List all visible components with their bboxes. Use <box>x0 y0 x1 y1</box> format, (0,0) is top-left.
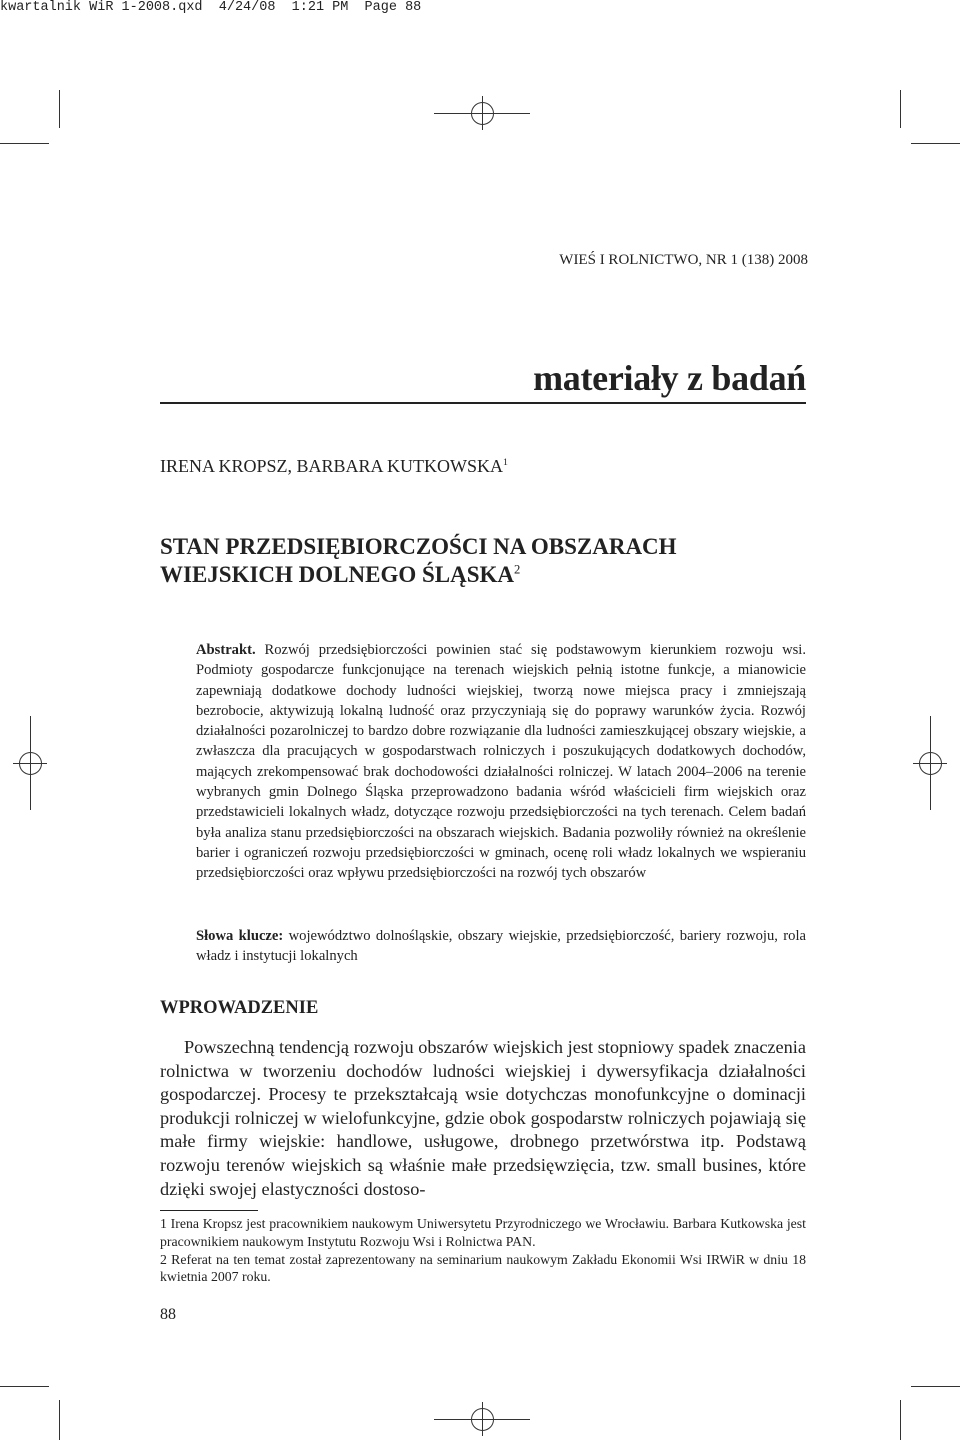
page-number: 88 <box>160 1306 176 1323</box>
crop-mark <box>0 1386 49 1387</box>
crop-mark <box>434 1419 465 1420</box>
crop-mark <box>900 90 901 128</box>
crop-mark <box>59 90 60 128</box>
crop-mark <box>930 780 931 810</box>
crop-mark <box>59 1400 60 1440</box>
crop-mark <box>30 716 31 746</box>
section-title: materiały z badań <box>160 356 806 404</box>
footnote: 1 Irena Kropsz jest pracownikiem naukowym Uniwersytetu Przyrodniczego we Wrocławiu. Barbara Kutkowska jest pracownikiem naukowym Instytutu Rozwoju Wsi i Rolnictwa PAN. <box>160 1216 806 1249</box>
section-heading: WPROWADZENIE <box>160 998 319 1018</box>
abstract-label: Abstrakt. <box>196 642 256 658</box>
crop-mark <box>911 143 960 144</box>
footnote-divider <box>160 1210 258 1211</box>
crop-mark <box>499 1419 530 1420</box>
body-text <box>160 1036 806 1201</box>
print-slug: kwartalnik WiR 1-2008.qxd 4/24/08 1:21 PM Page 88 <box>0 0 422 15</box>
footnote-ref: 2 <box>514 562 521 577</box>
registration-mark-icon <box>913 746 947 780</box>
journal-header: WIEŚ I ROLNICTWO, NR 1 (138) 2008 <box>559 252 808 268</box>
article-authors: IRENA KROPSZ, BARBARA KUTKOWSKA$^1$ <box>160 456 508 476</box>
registration-mark-icon <box>465 96 499 130</box>
crop-mark <box>930 716 931 746</box>
crop-mark <box>911 1386 960 1387</box>
footnote: 2 Referat na ten temat został zaprezentowany na seminarium naukowym Zakładu Ekonomii Wsi IRWiR w dniu 18 kwietnia 2007 roku. <box>160 1251 806 1285</box>
footnote-ref: 1 <box>503 457 508 468</box>
footnotes <box>160 1215 806 1286</box>
crop-mark <box>0 143 49 144</box>
article-title: STAN PRZEDSIĘBIORCZOŚCI NA OBSZARACH WIEJSKICH DOLNEGO ŚLĄSKA$^2$ <box>160 534 677 587</box>
crop-mark <box>900 1400 901 1440</box>
crop-mark <box>499 113 530 114</box>
registration-mark-icon <box>13 746 47 780</box>
keywords-label: Słowa klucze: <box>196 928 284 944</box>
registration-mark-icon <box>465 1402 499 1436</box>
paragraph: Powszechną tendencją rozwoju obszarów wiejskich jest stopniowy spadek znaczenia rolnictwa w tworzeniu dochodów ludności wiejskiej i dywersyfikacja działalności gospodarczej. Procesy te przekształcają wsie dotychczas monofunkcyjne o dominacji produkcji rolniczej w wielofunkcyjne, gdzie obok gospodarstw rolniczych pojawiają się małe firmy wiejskie: handlowe, usługowe, drobnego przetwórstwa itp. Podstawą rozwoju terenów wiejskich są właśnie małe przedsięwzięcia, tzw. small busines, które dzięki swojej elastyczności dostoso- <box>160 1037 806 1199</box>
keywords: Słowa klucze: województwo dolnośląskie, obszary wiejskie, przedsiębiorczość, bariery rozwoju, rola władz i instytucji lokalnych <box>196 928 806 965</box>
crop-mark <box>434 113 465 114</box>
crop-mark <box>30 780 31 810</box>
abstract: Abstrakt. Rozwój przedsiębiorczości powinien stać się podstawowym kierunkiem rozwoju wsi. Podmioty gospodarcze funkcjonujące na terenach wiejskich pełnią istotne funkcje, a mianowicie zapewniają dodatkowe dochody ludności wiejskiej, tworzą nowe miejsca pracy i zmniejszają bezrobocie, aktywizują lokalną ludność oraz przyczyniają się do poprawy warunków życia. Rozwój działalności pozarolniczej to bardzo dobre rozwiązanie dla ludności zamieszkującej obszary wiejskie, a zwłaszcza dla pracujących w gospodarstwach rolniczych i poszukujących dodatkowych dochodów, mających zrekompensować brak dochodowości działalności rolniczej. W latach 2004–2006 na terenie wybranych gmin Dolnego Śląska przeprowadzono badania wśród właścicieli firm wiejskich oraz przedstawicieli lokalnych władz, dotyczące rozwoju przedsiębiorczości na tych terenach. Celem badań była analiza stanu przedsiębiorczości na obszarach wiejskich. Badania pozwoliły również na określenie barier i ograniczeń rozwoju przedsiębiorczości w gminach, ocenę roli władz lokalnych we wspieraniu przedsiębiorczości oraz wpływu przedsiębiorczości na rozwój tych obszarów <box>196 642 806 882</box>
